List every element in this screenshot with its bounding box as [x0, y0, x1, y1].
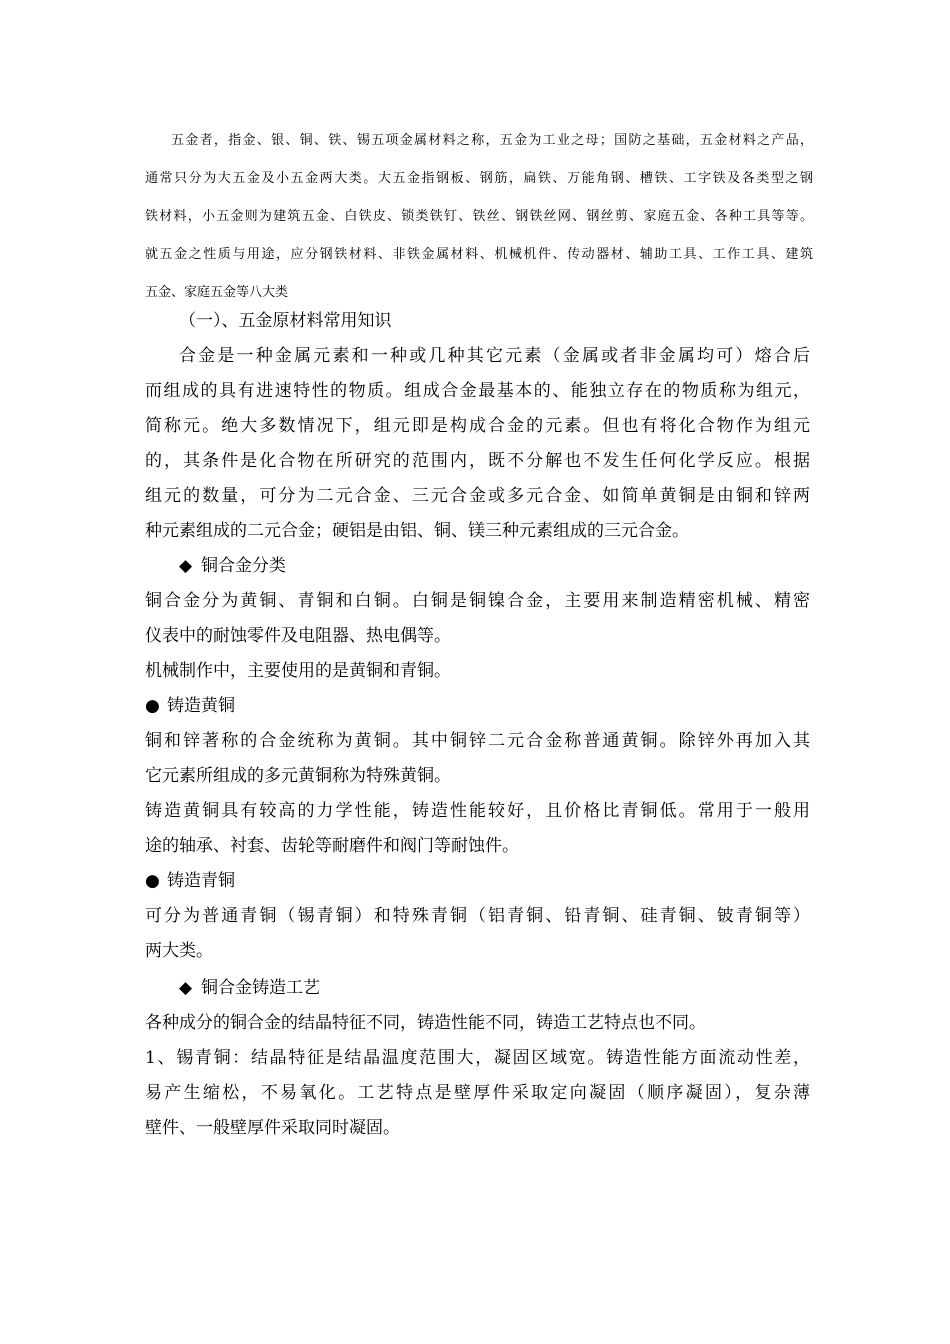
casting-process-heading [145, 971, 810, 1006]
heading-text: 铜合金分类 [201, 556, 286, 576]
heading-text: 铸造青铜 [167, 871, 235, 891]
heading-text: 铸造黄铜 [167, 696, 235, 716]
intro-line: 就五金之性质与用途，应分钢铁材料、非铁金属材料、机械机件、传动器材、辅助工具、工作工具、建筑 [145, 247, 813, 262]
intro-paragraph [145, 122, 813, 312]
circle-bullet-icon: ● [145, 696, 160, 716]
casting-process-line: 壁件、一般壁厚件采取同时凝固。 [145, 1118, 400, 1138]
cast-bronze-line: 两大类。 [145, 941, 213, 961]
cast-brass-line: 它元素所组成的多元黄铜称为特殊黄铜。 [145, 766, 451, 786]
cast-brass-line: 铸造黄铜具有较高的力学性能，铸造性能较好，且价格比青铜低。常用于一般用 [145, 801, 810, 821]
copper-class-heading [145, 549, 810, 584]
casting-process-intro: 各种成分的铜合金的结晶特征不同，铸造性能不同，铸造工艺特点也不同。 [145, 1013, 706, 1033]
alloy-line: 组元的数量，可分为二元合金、三元合金或多元合金、如简单黄铜是由铜和锌两 [145, 486, 810, 506]
alloy-paragraph [145, 339, 810, 549]
cast-bronze-heading [145, 864, 810, 899]
cast-brass-line: 铜和锌著称的合金统称为黄铜。其中铜锌二元合金称普通黄铜。除锌外再加入其 [145, 731, 810, 751]
diamond-bullet-icon: ◆ [179, 978, 193, 998]
copper-class-note: 机械制作中，主要使用的是黄铜和青铜。 [145, 661, 451, 681]
casting-process-line: 1、锡青铜：结晶特征是结晶温度范围大，凝固区域宽。铸造性能方面流动性差， [145, 1048, 810, 1068]
intro-line: 五金、家庭五金等八大类 [145, 285, 289, 300]
diamond-bullet-icon: ◆ [179, 556, 193, 576]
alloy-line: 简称元。绝大多数情况下，组元即是构成合金的元素。但也有将化合物作为组元 [145, 416, 810, 436]
copper-class-line: 仪表中的耐蚀零件及电阻器、热电偶等。 [145, 626, 451, 646]
section-title: （一）、五金原材料常用知识 [179, 311, 392, 331]
alloy-line: 的，其条件是化合物在所研究的范围内，既不分解也不发生任何化学反应。根据 [145, 451, 810, 471]
cast-bronze-line: 可分为普通青铜（锡青铜）和特殊青铜（铝青铜、铅青铜、硅青铜、铍青铜等） [145, 906, 810, 926]
intro-line: 通常只分为大五金及小五金两大类。大五金指钢板、钢筋，扁铁、万能角钢、槽铁、工字铁及各类型之钢 [145, 171, 813, 186]
intro-line: 铁材料，小五金则为建筑五金、白铁皮、锁类铁钉、铁丝、钢铁丝网、钢丝剪、家庭五金、各种工具等等。 [145, 209, 813, 224]
circle-bullet-icon: ● [145, 871, 160, 891]
heading-text: 铜合金铸造工艺 [201, 978, 320, 998]
alloy-line: 种元素组成的二元合金；硬铝是由铝、铜、镁三种元素组成的三元合金。 [145, 521, 689, 541]
casting-process-line: 易产生缩松，不易氧化。工艺特点是壁厚件采取定向凝固（顺序凝固），复杂薄 [145, 1083, 810, 1103]
alloy-line: 而组成的具有进速特性的物质。组成合金最基本的、能独立存在的物质称为组元， [145, 381, 810, 401]
cast-brass-line: 途的轴承、衬套、齿轮等耐磨件和阀门等耐蚀件。 [145, 836, 519, 856]
alloy-line: 合金是一种金属元素和一种或几种其它元素（金属或者非金属均可）熔合后 [179, 346, 810, 366]
main-content [145, 304, 810, 1146]
intro-line: 五金者，指金、银、铜、铁、锡五项金属材料之称，五金为工业之母；国防之基础，五金材料之产品， [171, 133, 813, 148]
cast-brass-heading [145, 689, 810, 724]
copper-class-line: 铜合金分为黄铜、青铜和白铜。白铜是铜镍合金，主要用来制造精密机械、精密 [145, 591, 810, 611]
